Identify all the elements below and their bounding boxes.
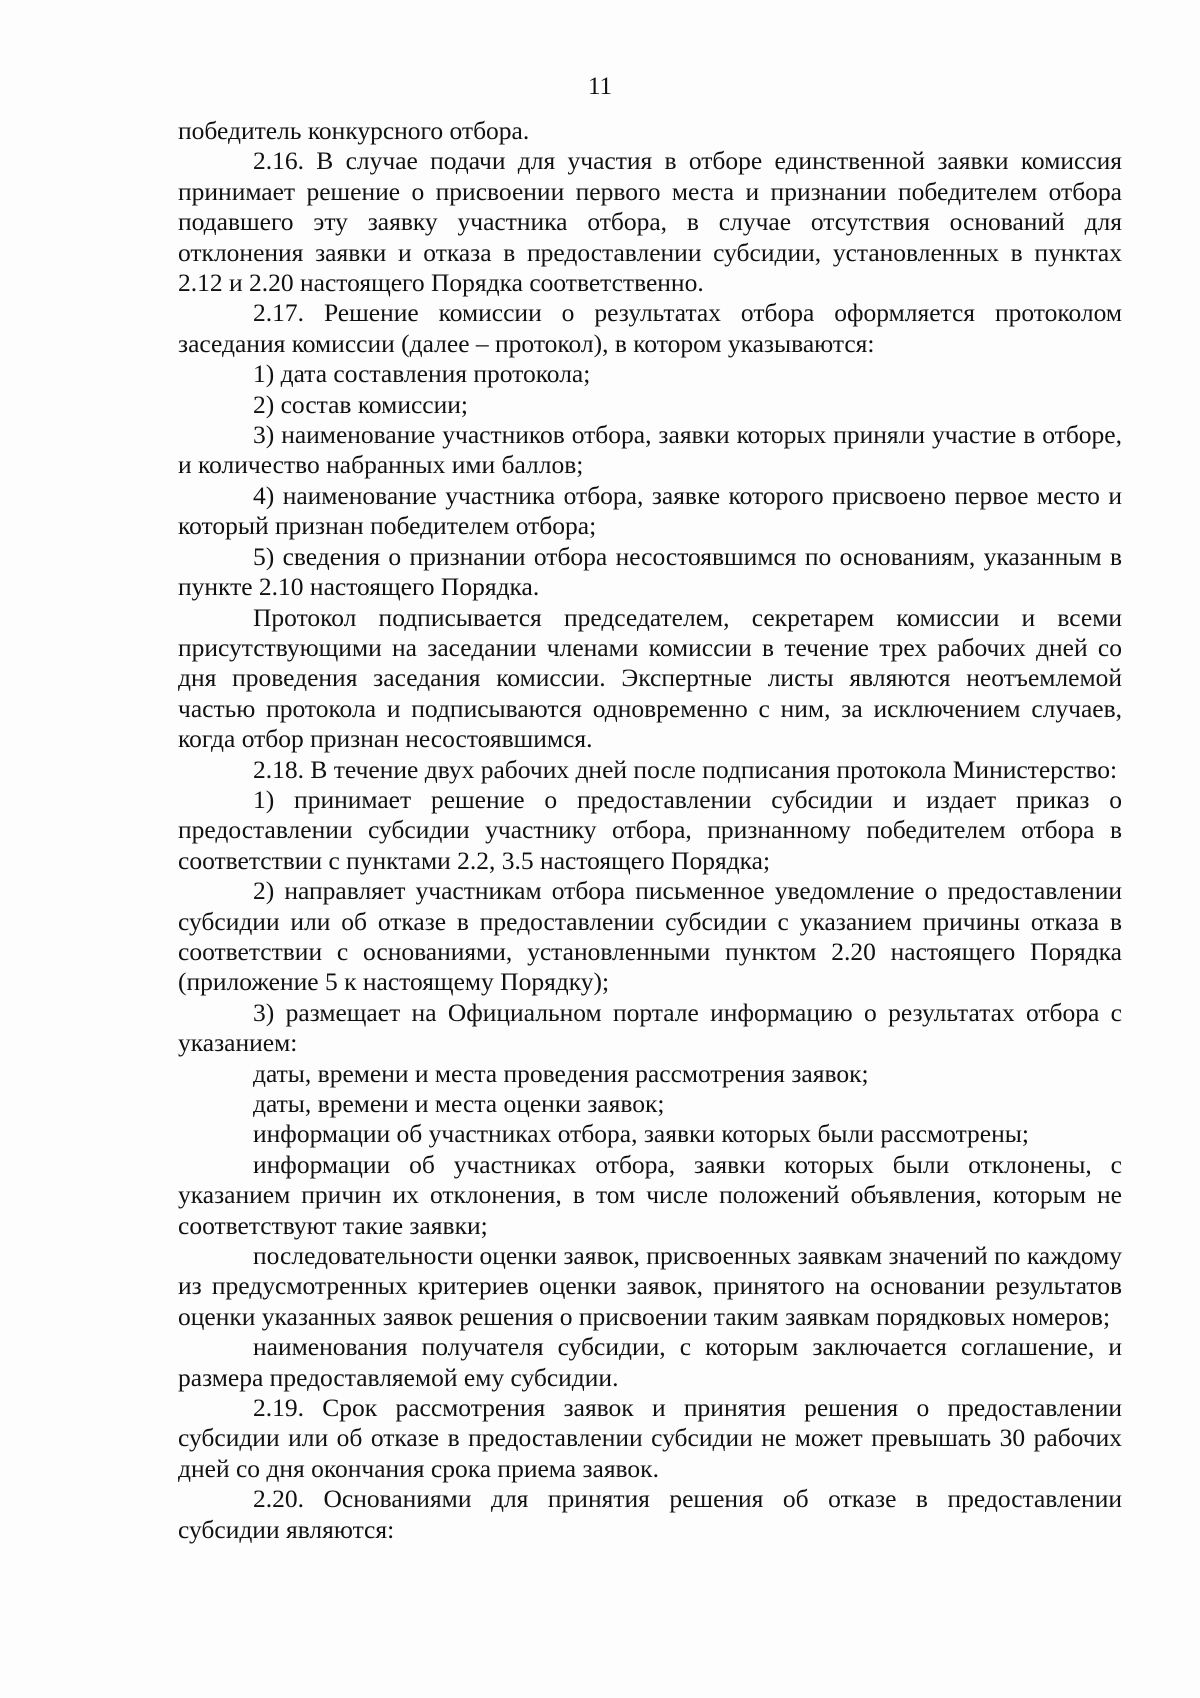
paragraph-10: 1) принимает решение о предоставлении субсидии и издает приказ о предоставлении субсидии участнику отбора, признанному победителем отбора в соответствии с пунктами 2.2, 3.5 настоящего Порядка; [178, 784, 1122, 875]
paragraph-13: даты, времени и места проведения рассмотрения заявок; [253, 1058, 869, 1088]
paragraph-3: 1) дата составления протокола; [253, 359, 591, 389]
paragraph-12: 3) размещает на Официальном портале информацию о результатах отбора с указанием: [178, 997, 1122, 1058]
paragraph-4: 2) состав комиссии; [253, 389, 468, 419]
paragraph-16: информации об участниках отбора, заявки которых были отклонены, с указанием причин их отклонения, в том числе положений объявления, которым не соответствуют такие заявки; [178, 1149, 1122, 1240]
paragraph-20: 2.20. Основаниями для принятия решения об отказе в предоставлении субсидии являются: [178, 1484, 1122, 1544]
document-body [178, 116, 1122, 1545]
paragraph-7: 5) сведения о признании отбора несостоявшимся по основаниям, указанным в пункте 2.10 настоящего Порядка. [178, 541, 1122, 602]
paragraph-14: даты, времени и места оценки заявок; [253, 1089, 665, 1118]
paragraph-15: информации об участниках отбора, заявки которых были рассмотрены; [253, 1119, 1029, 1149]
paragraph-19: 2.19. Срок рассмотрения заявок и принятия решения о предоставлении субсидии или об отказе в предоставлении субсидии не может превышать 30 рабочих дней со дня окончания срока приема заявок. [178, 1393, 1122, 1483]
paragraph-11: 2) направляет участникам отбора письменное уведомление о предоставлении субсидии или об отказе в предоставлении субсидии с указанием причины отказа в соответствии с основаниями, установленными пунктом 2.20 настоящего Порядка (приложение 5 к настоящему Порядку); [178, 876, 1122, 997]
paragraph-18: наименования получателя субсидии, с которым заключается соглашение, и размера предоставляемой ему субсидии. [178, 1332, 1122, 1392]
paragraph-6: 4) наименование участника отбора, заявке которого присвоено первое место и который признан победителем отбора; [178, 480, 1122, 541]
paragraph-9: 2.18. В течение двух рабочих дней после подписания протокола Министерство: [253, 754, 1118, 784]
paragraph-0: победитель конкурсного отбора. [178, 116, 530, 145]
paragraph-2: 2.17. Решение комиссии о результатах отбора оформляется протоколом заседания комиссии (далее – протокол), в котором указываются: [178, 298, 1122, 358]
paragraph-17: последовательности оценки заявок, присвоенных заявкам значений по каждому из предусмотренных критериев оценки заявок, принятого на основании результатов оценки указанных заявок решения о присвоении таким заявкам порядковых номеров; [178, 1241, 1122, 1331]
page-number: 11 [587, 73, 613, 100]
paragraph-1: 2.16. В случае подачи для участия в отборе единственной заявки комиссия принимает решение о присвоении первого места и признании победителем отбора подавшего эту заявку участника отбора, в случае отсутствия оснований для отклонения заявки и отказа в предоставлении субсидии, установленных в пунктах 2.12 и 2.20 настоящего Порядка соответственно. [178, 146, 1122, 298]
paragraph-5: 3) наименование участников отбора, заявки которых приняли участие в отборе, и количество набранных ими баллов; [178, 420, 1122, 480]
paragraph-8: Протокол подписывается председателем, секретарем комиссии и всеми присутствующими на заседании членами комиссии в течение трех рабочих дней со дня проведения заседания комиссии. Экспертные листы являются неотъемлемой частью протокола и подписываются одновременно с ним, за исключением случаев, когда отбор признан несостоявшимся. [178, 602, 1122, 754]
